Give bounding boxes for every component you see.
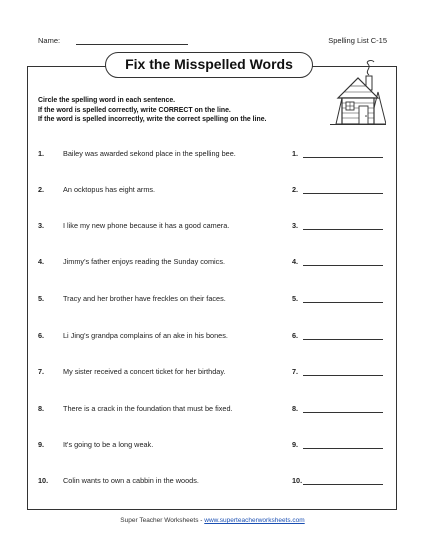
answer-number: 1. [292, 149, 299, 158]
answer-line[interactable] [303, 484, 383, 485]
question-3 [38, 221, 388, 233]
answer-line[interactable] [303, 339, 383, 340]
question-sentence: My sister received a concert ticket for her birthday. [63, 367, 226, 376]
question-number: 5. [38, 294, 45, 303]
question-sentence: Tracy and her brother have freckles on their faces. [63, 294, 226, 303]
question-2 [38, 185, 388, 197]
spelling-list-label: Spelling List C-15 [328, 36, 387, 45]
question-number: 2. [38, 185, 45, 194]
answer-line[interactable] [303, 157, 383, 158]
footer-publisher: Super Teacher Worksheets [120, 517, 199, 524]
footer-link[interactable]: www.superteacherworksheets.com [204, 517, 305, 524]
question-sentence: I like my new phone because it has a good camera. [63, 221, 230, 230]
footer-separator: - [200, 517, 203, 524]
question-sentence: It's going to be a long weak. [63, 440, 154, 449]
question-sentence: Bailey was awarded sekond place in the spelling bee. [63, 149, 236, 158]
instructions [38, 96, 328, 125]
instruction-line: Circle the spelling word in each sentence. [38, 97, 176, 104]
question-number: 6. [38, 331, 45, 340]
question-number: 10. [38, 476, 49, 485]
answer-number: 9. [292, 440, 299, 449]
question-5 [38, 294, 388, 306]
question-sentence: There is a crack in the foundation that must be fixed. [63, 404, 233, 413]
answer-line[interactable] [303, 412, 383, 413]
question-1 [38, 149, 388, 161]
question-sentence: An ocktopus has eight arms. [63, 185, 156, 194]
instruction-line: If the word is spelled incorrectly, write the correct spelling on the line. [38, 116, 267, 123]
log-cabin-icon [330, 58, 386, 128]
answer-number: 10. [292, 476, 303, 485]
question-sentence: Li Jing's grandpa complains of an ake in his bones. [63, 331, 228, 340]
answer-number: 8. [292, 404, 299, 413]
answer-line[interactable] [303, 448, 383, 449]
answer-number: 2. [292, 185, 299, 194]
question-sentence: Jimmy's father enjoys reading the Sunday comics. [63, 257, 225, 266]
question-9 [38, 440, 388, 452]
answer-number: 5. [292, 294, 299, 303]
question-number: 9. [38, 440, 45, 449]
answer-line[interactable] [303, 302, 383, 303]
answer-line[interactable] [303, 229, 383, 230]
question-7 [38, 367, 388, 379]
question-10 [38, 476, 388, 488]
question-4 [38, 257, 388, 269]
question-number: 4. [38, 257, 45, 266]
answer-line[interactable] [303, 193, 383, 194]
question-6 [38, 331, 388, 343]
instruction-line: If the word is spelled correctly, write CORRECT on the line. [38, 106, 231, 114]
question-number: 8. [38, 404, 45, 413]
question-sentence: Colin wants to own a cabbin in the woods. [63, 476, 199, 485]
question-8 [38, 404, 388, 416]
answer-line[interactable] [303, 375, 383, 376]
answer-number: 3. [292, 221, 299, 230]
name-line[interactable] [76, 44, 188, 45]
question-number: 1. [38, 149, 45, 158]
answer-number: 7. [292, 367, 299, 376]
footer [0, 517, 425, 524]
name-label: Name: [38, 36, 61, 45]
answer-number: 4. [292, 257, 299, 266]
question-number: 7. [38, 367, 45, 376]
question-number: 3. [38, 221, 45, 230]
worksheet-title: Fix the Misspelled Words [105, 52, 313, 78]
answer-number: 6. [292, 331, 299, 340]
answer-line[interactable] [303, 265, 383, 266]
